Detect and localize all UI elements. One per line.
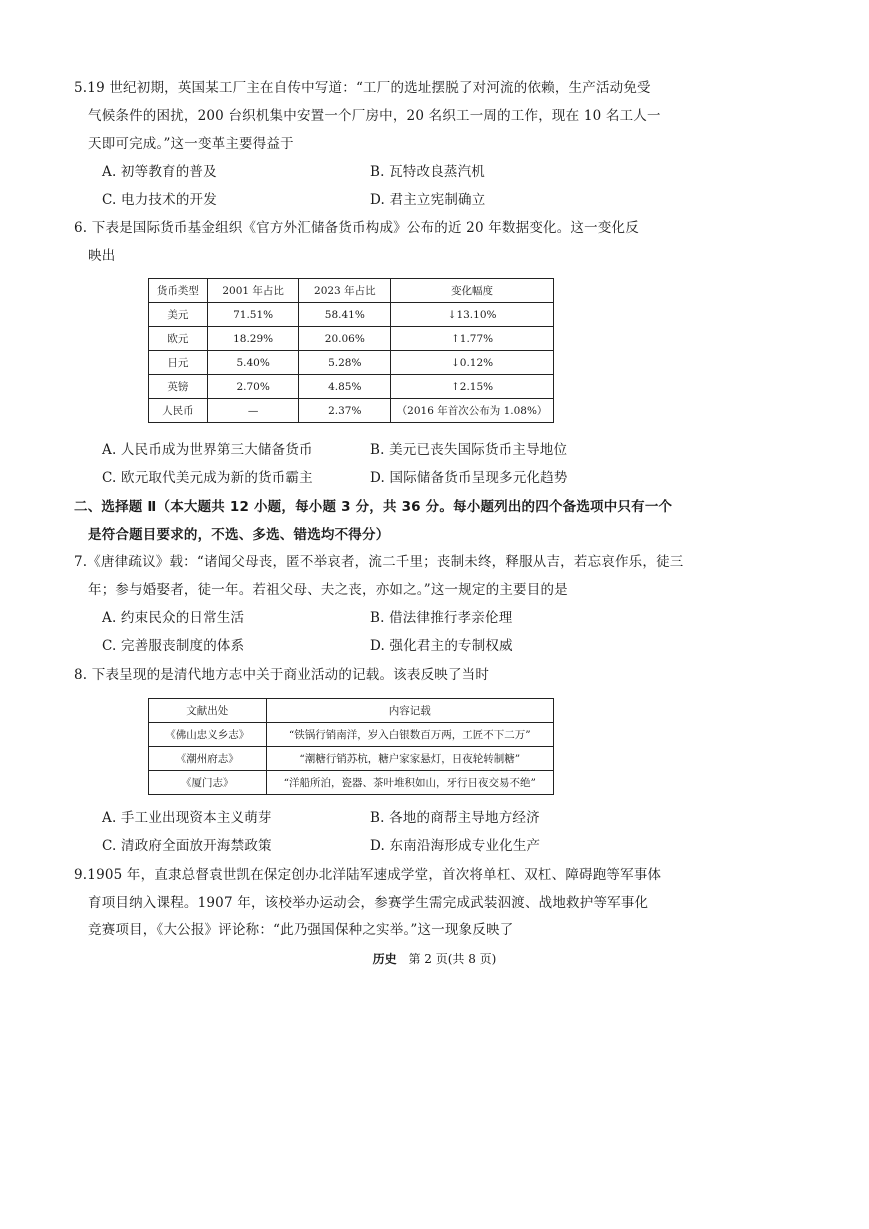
q6-option-b[interactable]: B. 美元已丧失国际货币主导地位 <box>370 442 568 458</box>
table-row <box>149 327 554 351</box>
q8-option-b[interactable]: B. 各地的商帮主导地方经济 <box>370 810 540 826</box>
table-row <box>149 771 554 795</box>
q6-line-1: 6. 下表是国际货币基金组织《官方外汇储备货币构成》公布的近 20 年数据变化。这一变化反 <box>74 220 639 236</box>
q7-option-c[interactable]: C. 完善服丧制度的体系 <box>102 638 245 654</box>
q7-line-1: 7.《唐律疏议》载：“诸闻父母丧，匿不举哀者，流二千里；丧制未终，释服从吉，若忘哀作乐，徒三 <box>74 554 684 570</box>
q7-option-b[interactable]: B. 借法律推行孝亲伦理 <box>370 610 513 626</box>
q7-option-a[interactable]: A. 约束民众的日常生活 <box>102 610 245 626</box>
table-row <box>149 375 554 399</box>
table-cell: 4.85% <box>299 375 391 399</box>
table-header: 2001 年占比 <box>207 279 299 303</box>
q8-option-c[interactable]: C. 清政府全面放开海禁政策 <box>102 838 272 854</box>
table-cell: 5.40% <box>207 351 299 375</box>
currency-table <box>148 278 554 423</box>
table-cell: “洋船所泊，瓷器、茶叶堆积如山，牙行日夜交易不绝” <box>266 771 554 795</box>
table-cell: “潮糖行销苏杭，糖户家家悬灯，日夜轮转制糖” <box>266 747 554 771</box>
q8-option-a[interactable]: A. 手工业出现资本主义萌芽 <box>102 810 272 826</box>
table-row <box>149 399 554 423</box>
q5-line-3: 天即可完成。”这一变革主要得益于 <box>88 136 294 152</box>
q8-line-1: 8. 下表呈现的是清代地方志中关于商业活动的记载。该表反映了当时 <box>74 667 490 683</box>
q9-line-1: 9.1905 年，直隶总督袁世凯在保定创办北洋陆军速成学堂，首次将单杠、双杠、障碍跑等军事体 <box>74 867 662 883</box>
table-header: 变化幅度 <box>391 279 554 303</box>
table-header: 内容记载 <box>266 699 554 723</box>
q6-option-a[interactable]: A. 人民币成为世界第三大储备货币 <box>102 442 313 458</box>
q5-option-b[interactable]: B. 瓦特改良蒸汽机 <box>370 164 486 180</box>
q5-option-d[interactable]: D. 君主立宪制确立 <box>370 192 486 208</box>
table-header-row <box>149 279 554 303</box>
q6-line-2: 映出 <box>88 248 116 264</box>
footer-subject: 历史 <box>372 952 397 966</box>
section-2-heading-line-2: 是符合题目要求的，不选、多选、错选均不得分） <box>88 527 390 543</box>
table-cell: 58.41% <box>299 303 391 327</box>
q5-option-a[interactable]: A. 初等教育的普及 <box>102 164 217 180</box>
table-cell: 日元 <box>149 351 208 375</box>
q6-option-c[interactable]: C. 欧元取代美元成为新的货币霸主 <box>102 470 313 486</box>
page-footer <box>0 950 869 967</box>
table-cell: 《潮州府志》 <box>149 747 267 771</box>
table-cell: 美元 <box>149 303 208 327</box>
table-cell: ↓13.10% <box>391 303 554 327</box>
table-cell: ↓0.12% <box>391 351 554 375</box>
q9-line-3: 竞赛项目，《大公报》评论称：“此乃强国保种之实举。”这一现象反映了 <box>88 922 514 938</box>
table-row <box>149 747 554 771</box>
table-cell: 人民币 <box>149 399 208 423</box>
table-cell: 英镑 <box>149 375 208 399</box>
table-header: 货币类型 <box>149 279 208 303</box>
table-header: 文献出处 <box>149 699 267 723</box>
table-cell: 20.06% <box>299 327 391 351</box>
table-cell: 71.51% <box>207 303 299 327</box>
q5-option-c[interactable]: C. 电力技术的开发 <box>102 192 217 208</box>
commerce-table <box>148 698 554 795</box>
table-cell: 《佛山忠义乡志》 <box>149 723 267 747</box>
table-header-row <box>149 699 554 723</box>
table-cell: ↑1.77% <box>391 327 554 351</box>
table-cell: 2.37% <box>299 399 391 423</box>
q6-option-d[interactable]: D. 国际储备货币呈现多元化趋势 <box>370 470 568 486</box>
q5-line-1: 5.19 世纪初期，英国某工厂主在自传中写道：“工厂的选址摆脱了对河流的依赖，生产活动免受 <box>74 80 651 96</box>
table-row <box>149 351 554 375</box>
table-cell: 欧元 <box>149 327 208 351</box>
table-cell: 5.28% <box>299 351 391 375</box>
table-cell: ↑2.15% <box>391 375 554 399</box>
q7-option-d[interactable]: D. 强化君主的专制权威 <box>370 638 513 654</box>
section-2-heading-line-1: 二、选择题 Ⅱ（本大题共 12 小题，每小题 3 分，共 36 分。每小题列出的四个备选项中只有一个 <box>74 499 673 515</box>
q5-line-2: 气候条件的困扰，200 台织机集中安置一个厂房中，20 名织工一周的工作，现在 10 名工人一 <box>88 108 661 124</box>
table-cell: “铁锅行销南洋，岁入白银数百万两，工匠不下二万” <box>266 723 554 747</box>
q8-option-d[interactable]: D. 东南沿海形成专业化生产 <box>370 838 541 854</box>
table-cell: 《厦门志》 <box>149 771 267 795</box>
table-row <box>149 303 554 327</box>
table-header: 2023 年占比 <box>299 279 391 303</box>
footer-page-number: 第 2 页(共 8 页) <box>408 952 497 966</box>
table-cell: — <box>207 399 299 423</box>
q9-line-2: 育项目纳入课程。1907 年，该校举办运动会，参赛学生需完成武装泅渡、战地救护等军事化 <box>88 895 649 911</box>
table-row <box>149 723 554 747</box>
q7-line-2: 年；参与婚娶者，徒一年。若祖父母、夫之丧，亦如之。”这一规定的主要目的是 <box>88 582 568 598</box>
table-cell: 18.29% <box>207 327 299 351</box>
table-cell: （2016 年首次公布为 1.08%） <box>391 399 554 423</box>
table-cell: 2.70% <box>207 375 299 399</box>
